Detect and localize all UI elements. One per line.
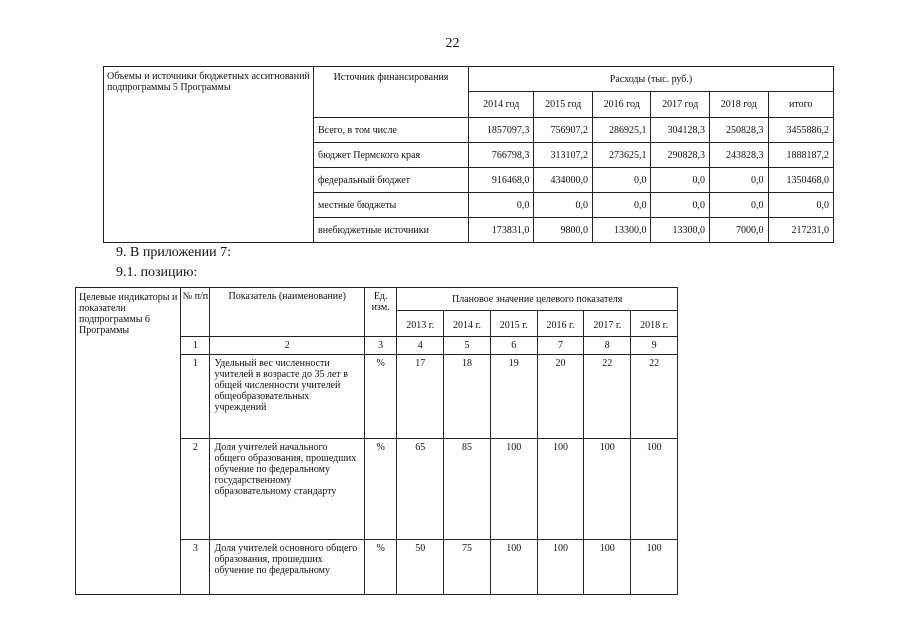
value-cell: 0,0	[469, 193, 534, 218]
unit-cell: %	[365, 540, 397, 595]
value-cell: 250828,3	[710, 118, 769, 143]
value-cell: 22	[631, 355, 678, 439]
row-number: 3	[181, 540, 210, 595]
value-cell: 0,0	[592, 193, 651, 218]
year-header: 2013 г.	[397, 311, 444, 337]
column-number: 1	[181, 337, 210, 355]
value-cell: 0,0	[651, 168, 710, 193]
value-cell: 18	[444, 355, 491, 439]
year-header: 2017 год	[651, 92, 710, 118]
value-cell: 50	[397, 540, 444, 595]
source-cell: внебюджетные источники	[314, 218, 469, 243]
value-cell: 0,0	[651, 193, 710, 218]
indicator-name: Удельный вес численности учителей в возрасте до 35 лет в общей численности учителей общеобразовательных учреждений	[210, 355, 365, 439]
unit-cell: %	[365, 355, 397, 439]
total-cell: 217231,0	[768, 218, 833, 243]
section-heading: 9. В приложении 7:	[116, 245, 232, 260]
value-cell: 100	[631, 439, 678, 540]
value-cell: 173831,0	[469, 218, 534, 243]
value-cell: 100	[584, 540, 631, 595]
unit-cell: %	[365, 439, 397, 540]
subsection-heading: 9.1. позицию:	[116, 265, 198, 280]
unit-header: Ед. изм.	[365, 288, 397, 337]
value-cell: 286925,1	[592, 118, 651, 143]
value-cell: 75	[444, 540, 491, 595]
column-number: 7	[537, 337, 584, 355]
source-header: Источник финансирования	[314, 67, 469, 118]
value-cell: 313107,2	[534, 143, 593, 168]
value-cell: 19	[490, 355, 537, 439]
column-number: 9	[631, 337, 678, 355]
indicators-header-row	[76, 288, 678, 311]
indicators-table	[75, 287, 678, 595]
plan-header: Плановое значение целевого показателя	[397, 288, 678, 311]
value-cell: 7000,0	[710, 218, 769, 243]
year-header: 2018 г.	[631, 311, 678, 337]
budget-table	[103, 66, 834, 243]
value-cell: 100	[631, 540, 678, 595]
total-cell: 1888187,2	[768, 143, 833, 168]
value-cell: 17	[397, 355, 444, 439]
value-cell: 0,0	[710, 168, 769, 193]
np-header: № п/п	[181, 288, 210, 337]
value-cell: 20	[537, 355, 584, 439]
year-header: 2016 г.	[537, 311, 584, 337]
value-cell: 0,0	[592, 168, 651, 193]
value-cell: 65	[397, 439, 444, 540]
value-cell: 100	[490, 540, 537, 595]
value-cell: 0,0	[534, 193, 593, 218]
indicator-header: Показатель (наименование)	[210, 288, 365, 337]
value-cell: 243828,3	[710, 143, 769, 168]
indicators-row-label: Целевые индикаторы и показатели подпрограммы 6 Программы	[76, 288, 181, 595]
indicator-name: Доля учителей основного общего образования, прошедших обучение по федеральному	[210, 540, 365, 595]
column-number: 5	[444, 337, 491, 355]
column-number: 8	[584, 337, 631, 355]
page-number: 22	[445, 36, 460, 51]
year-header: 2014 г.	[444, 311, 491, 337]
row-number: 1	[181, 355, 210, 439]
value-cell: 1857097,3	[469, 118, 534, 143]
value-cell: 22	[584, 355, 631, 439]
budget-header-row	[104, 67, 834, 92]
value-cell: 304128,3	[651, 118, 710, 143]
value-cell: 13300,0	[592, 218, 651, 243]
column-number: 3	[365, 337, 397, 355]
year-header: 2017 г.	[584, 311, 631, 337]
column-number: 2	[210, 337, 365, 355]
value-cell: 916468,0	[469, 168, 534, 193]
value-cell: 766798,3	[469, 143, 534, 168]
total-cell: 1350468,0	[768, 168, 833, 193]
value-cell: 9800,0	[534, 218, 593, 243]
value-cell: 85	[444, 439, 491, 540]
year-header: 2014 год	[469, 92, 534, 118]
year-header: 2016 год	[592, 92, 651, 118]
source-cell: местные бюджеты	[314, 193, 469, 218]
row-number: 2	[181, 439, 210, 540]
column-number: 4	[397, 337, 444, 355]
value-cell: 290828,3	[651, 143, 710, 168]
value-cell: 0,0	[710, 193, 769, 218]
source-cell: федеральный бюджет	[314, 168, 469, 193]
value-cell: 13300,0	[651, 218, 710, 243]
value-cell: 756907,2	[534, 118, 593, 143]
year-header: 2015 г.	[490, 311, 537, 337]
source-cell: Всего, в том числе	[314, 118, 469, 143]
total-cell: 0,0	[768, 193, 833, 218]
value-cell: 273625,1	[592, 143, 651, 168]
indicator-name: Доля учителей начального общего образования, прошедших обучение по федеральному государственному образовательному стандарту	[210, 439, 365, 540]
budget-row-label: Объемы и источники бюджетных ассигнований подпрограммы 5 Программы	[104, 67, 314, 243]
value-cell: 100	[490, 439, 537, 540]
year-header: 2015 год	[534, 92, 593, 118]
year-header: 2018 год	[710, 92, 769, 118]
total-header: итого	[768, 92, 833, 118]
value-cell: 100	[584, 439, 631, 540]
total-cell: 3455886,2	[768, 118, 833, 143]
expenses-header: Расходы (тыс. руб.)	[469, 67, 834, 92]
value-cell: 100	[537, 540, 584, 595]
value-cell: 100	[537, 439, 584, 540]
source-cell: бюджет Пермского края	[314, 143, 469, 168]
column-number: 6	[490, 337, 537, 355]
value-cell: 434000,0	[534, 168, 593, 193]
